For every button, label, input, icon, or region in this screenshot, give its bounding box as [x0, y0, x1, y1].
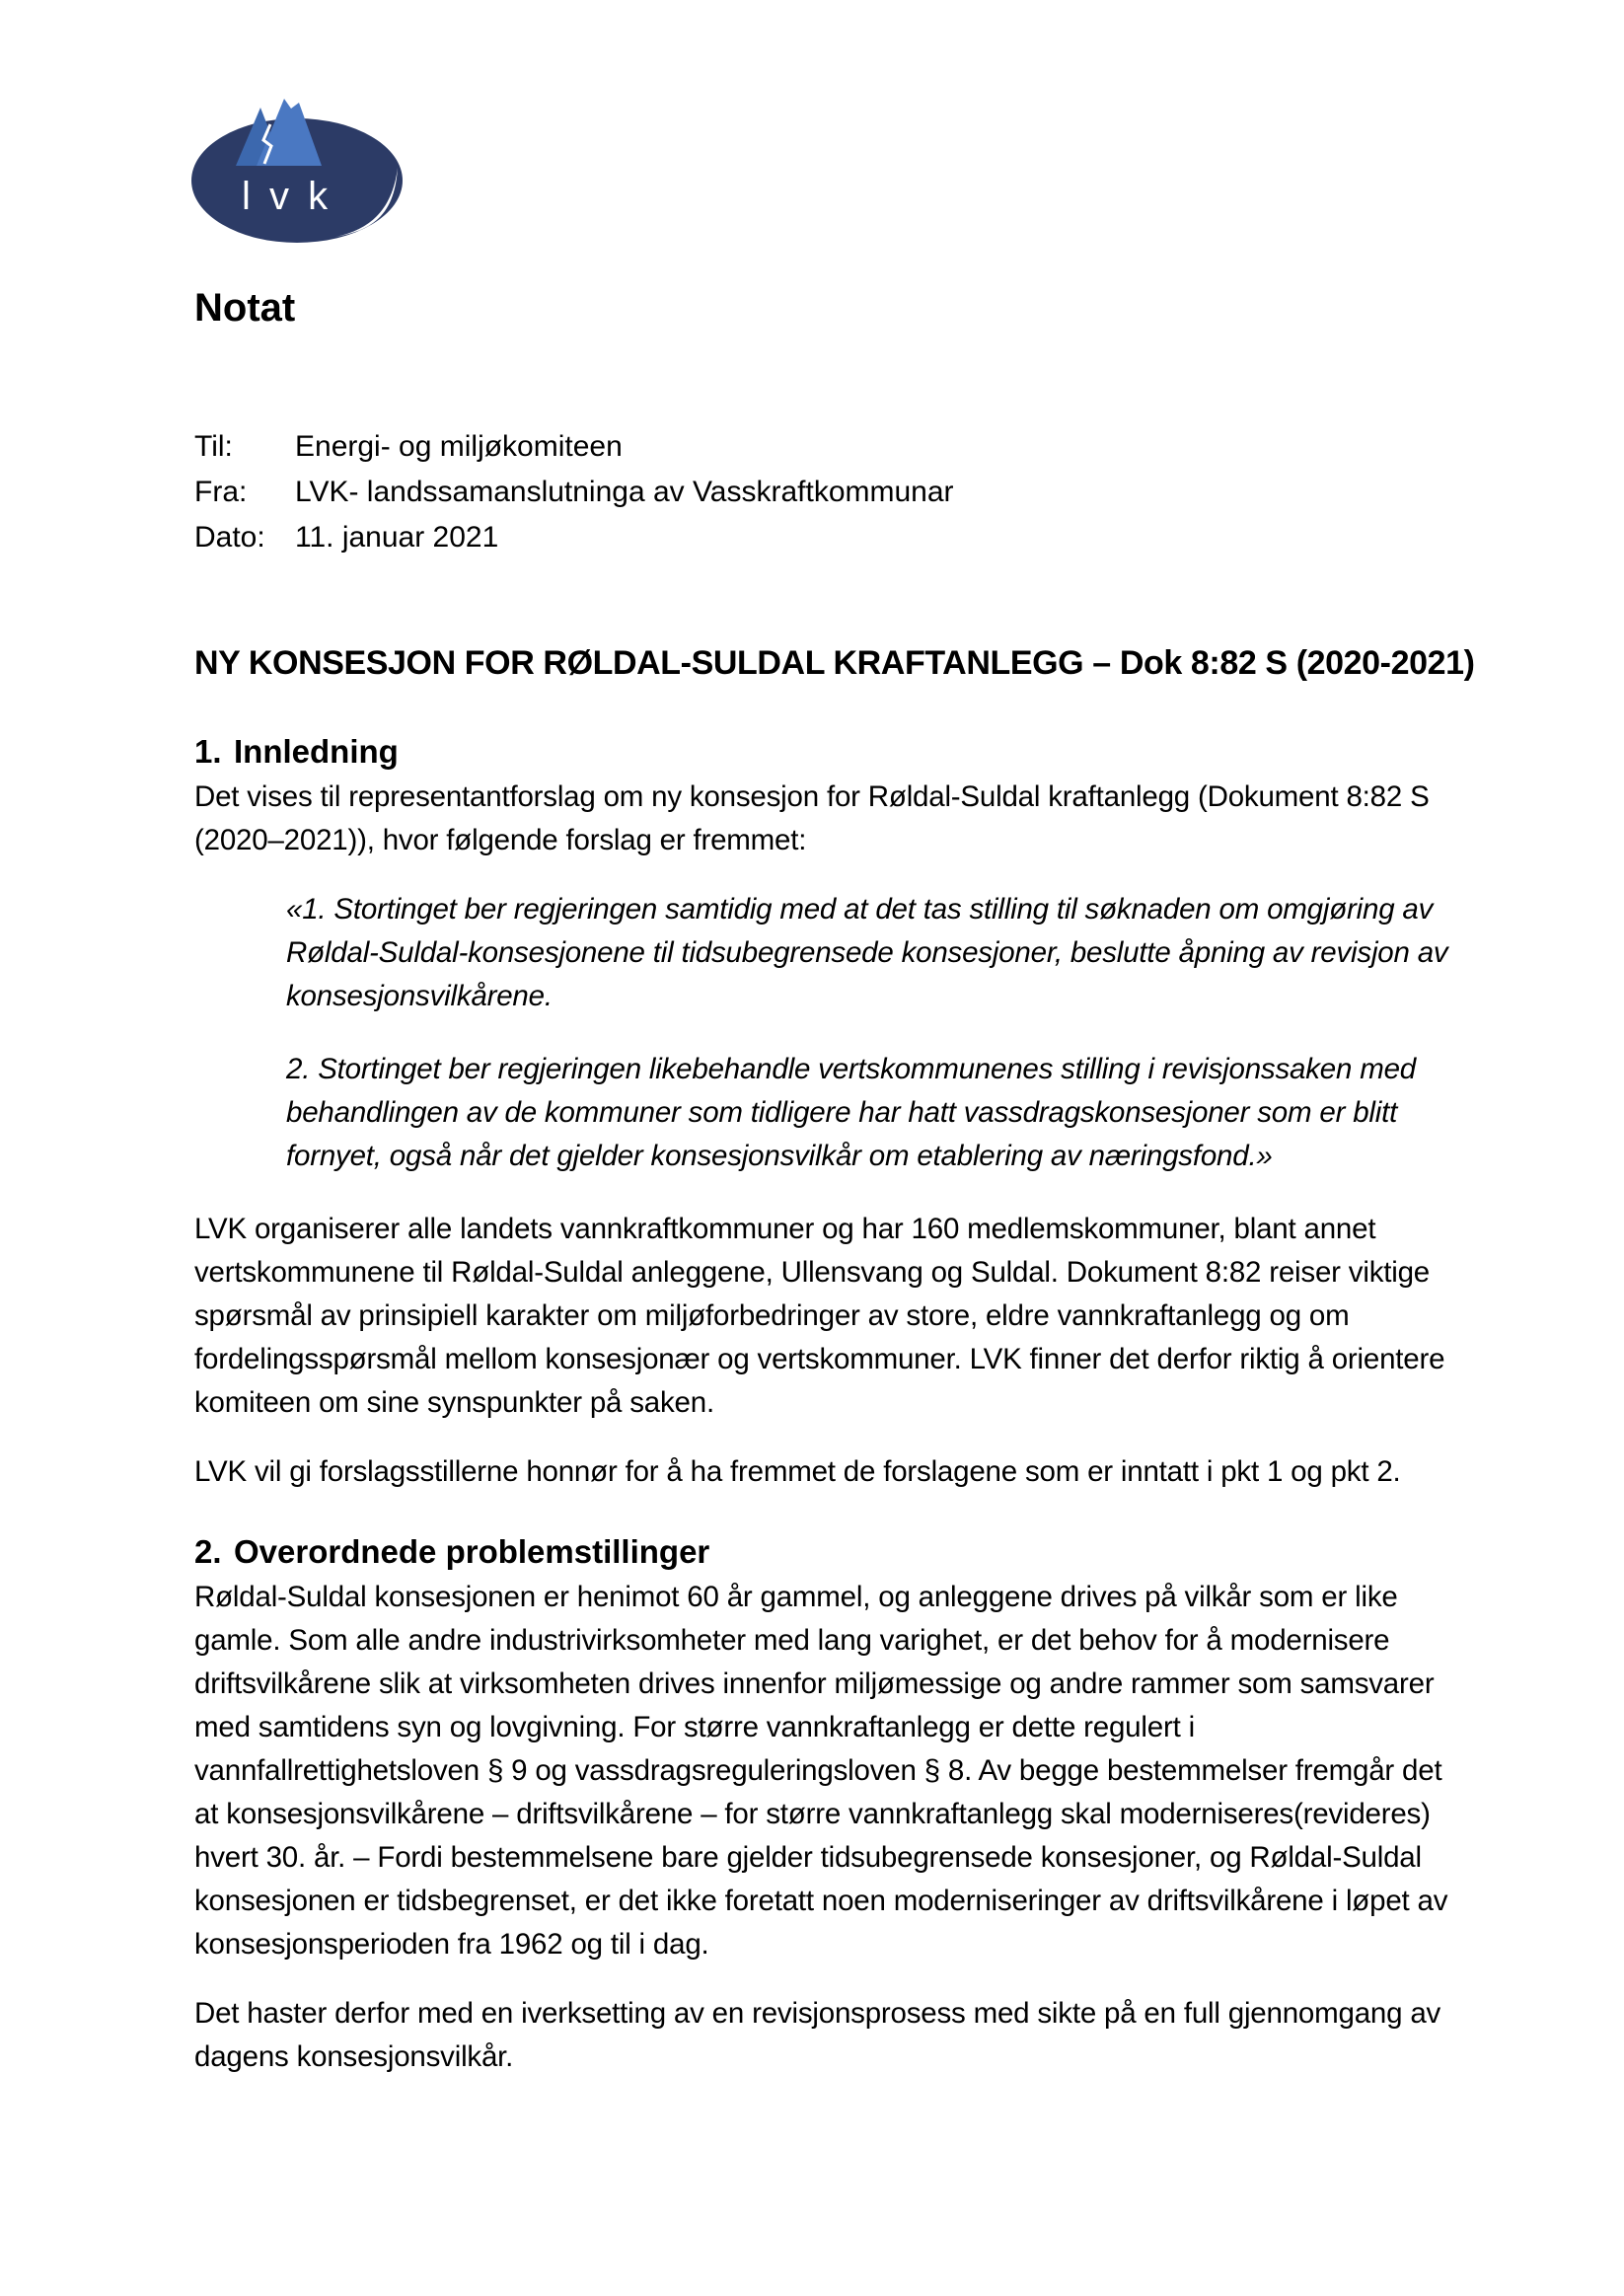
- meta-row-to: [194, 424, 1451, 470]
- meta-date-label: Dato:: [194, 521, 265, 554]
- quote-proposal-1: «1. Stortinget ber regjeringen samtidig med at det tas stilling til søknaden om omgjøring av Røldal-Suldal-konsesjonene til tidsubegrensede konsesjoner, beslutte åpning av revisjon av konsesjonsvilkårene.: [286, 892, 1448, 1012]
- section-2-heading-text: Overordnede problemstillinger: [234, 1532, 710, 1570]
- meta-from-label: Fra:: [194, 476, 248, 508]
- lvk-logo: [191, 99, 406, 245]
- meta-date-value: 11. januar 2021: [295, 521, 499, 554]
- paragraph-det-haster: Det haster derfor med en iverksetting av en revisjonsprosess med sikte på en full gjennomgang av dagens konsesjonsvilkår.: [194, 1996, 1441, 2073]
- section-2-number: 2.: [194, 1532, 222, 1570]
- section-1-heading: [194, 729, 1451, 774]
- paragraph-lvk-members: LVK organiserer alle landets vannkraftkommuner og har 160 medlemskommuner, blant annet vertskommunene til Røldal-Suldal anleggene, Ullensvang og Suldal. Dokument 8:82 reiser viktige spørsmål av prinsipiell karakter om miljøforbedringer av store, eldre vannkraftanlegg og om fordelingsspørsmål mellom konsesjonær og vertskommuner. LVK finner det derfor riktig å orientere komiteen om sine synspunkter på saken.: [194, 1212, 1445, 1419]
- section-2-heading: [194, 1529, 1451, 1574]
- section-1-heading-text: Innledning: [234, 732, 399, 770]
- doc-type-heading: Notat: [194, 286, 296, 330]
- paragraph-intro: Det vises til representantforslag om ny konsesjon for Røldal-Suldal kraftanlegg (Dokument 8:82 S (2020–2021)), hvor følgende forslag er fremmet:: [194, 779, 1430, 856]
- meta-to-label: Til:: [194, 430, 233, 463]
- document-title: NY KONSESJON FOR RØLDAL-SULDAL KRAFTANLEGG – Dok 8:82 S (2020-2021): [194, 644, 1475, 682]
- quote-proposal-2: 2. Stortinget ber regjeringen likebehandle vertskommunenes stilling i revisjonssaken med behandlingen av de kommuner som tidligere har hatt vassdragskonsesjoner som er blitt fornyet, også når det gjelder konsesjonsvilkår om etablering av næringsfond.»: [286, 1052, 1416, 1172]
- paragraph-overordnede: Røldal-Suldal konsesjonen er henimot 60 år gammel, og anleggene drives på vilkår som er like gamle. Som alle andre industrivirksomheter med lang varighet, er det behov for å modernisere driftsvilkårene slik at virksomheten drives innenfor miljømessige og andre rammer som samsvarer med samtidens syn og lovgivning. For større vannkraftanlegg er dette regulert i vannfallrettighetsloven § 9 og vassdragsreguleringsloven § 8. Av begge bestemmelser fremgår det at konsesjonsvilkårene – driftsvilkårene – for større vannkraftanlegg skal moderniseres(revideres) hvert 30. år. – Fordi bestemmelsene bare gjelder tidsubegrensede konsesjoner, og Røldal-Suldal konsesjonen er tidsbegrenset, er det ikke foretatt noen moderniseringer av driftsvilkårene i løpet av konsesjonsperioden fra 1962 og til i dag.: [194, 1580, 1448, 1961]
- logo-text: l v k: [242, 175, 332, 218]
- paragraph-honnor: LVK vil gi forslagsstillerne honnør for å ha fremmet de forslagene som er inntatt i pkt 1 og pkt 2.: [194, 1454, 1401, 1488]
- meta-to-value: Energi- og miljøkomiteen: [295, 430, 623, 463]
- meta-row-date: [194, 515, 1451, 560]
- meta-row-from: [194, 470, 1451, 515]
- meta-from-value: LVK- landssamanslutninga av Vasskraftkommunar: [295, 476, 954, 508]
- meta-block: [194, 424, 1451, 560]
- section-1-number: 1.: [194, 732, 222, 770]
